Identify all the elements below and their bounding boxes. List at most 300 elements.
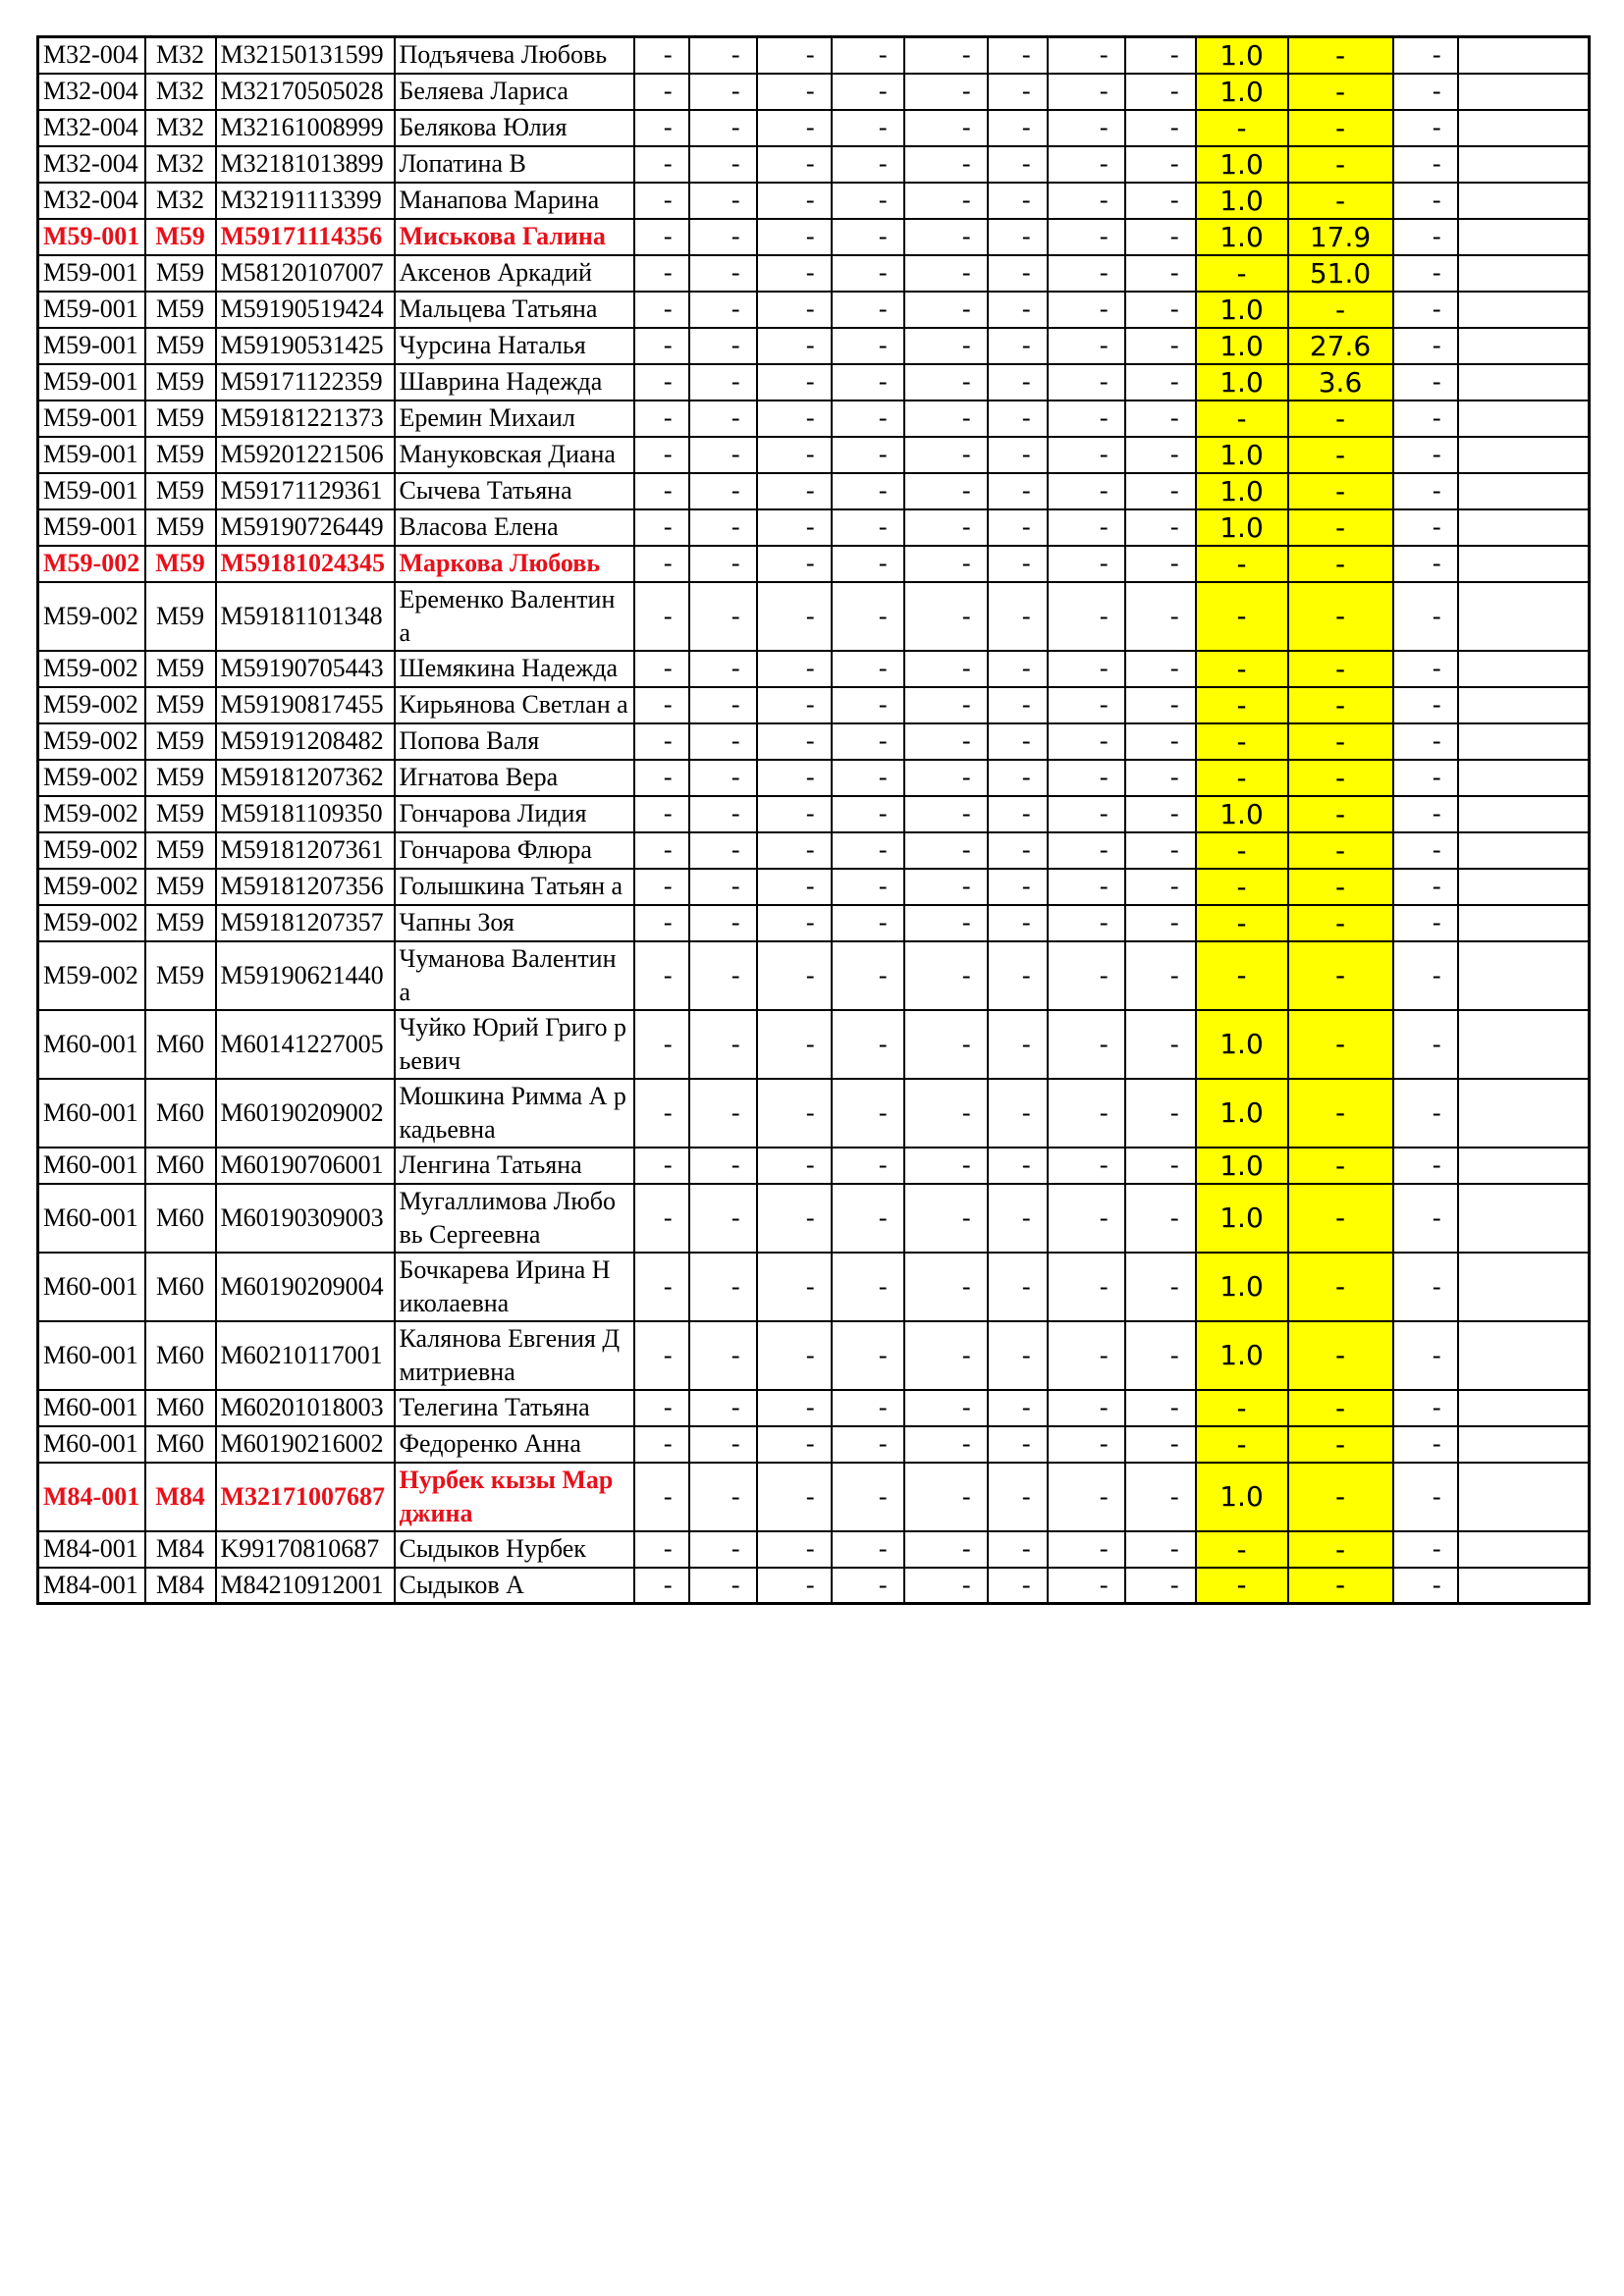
cell-col-8: - [832, 1184, 904, 1253]
cell-col-5: - [634, 1463, 689, 1531]
cell-col-6: - [689, 255, 757, 292]
row-id: M60190216002 [216, 1426, 395, 1463]
cell-col-5: - [634, 292, 689, 328]
cell-col-5: - [634, 1390, 689, 1426]
cell-col-10: - [988, 1463, 1048, 1531]
row-name: Гончарова Флюра [395, 832, 634, 869]
cell-col-7: - [757, 869, 832, 905]
cell-col-10: - [988, 509, 1048, 546]
cell-col-12: - [1125, 1568, 1196, 1604]
cell-value-b: - [1288, 687, 1393, 723]
row-id: M59171122359 [216, 364, 395, 400]
cell-col-9: - [904, 723, 988, 760]
cell-col-8: - [832, 74, 904, 110]
row-code: M59-002 [38, 546, 145, 582]
table-row [38, 869, 1590, 905]
cell-col-7: - [757, 364, 832, 400]
cell-col-16 [1458, 869, 1590, 905]
cell-col-12: - [1125, 473, 1196, 509]
cell-value-b: - [1288, 1184, 1393, 1253]
row-id: M59181221373 [216, 400, 395, 437]
cell-col-7: - [757, 37, 832, 74]
cell-col-10: - [988, 1426, 1048, 1463]
row-name: Калянова Евгения Дмитриевна [395, 1321, 634, 1390]
row-code: M59-001 [38, 400, 145, 437]
cell-col-11: - [1048, 582, 1125, 651]
cell-col-12: - [1125, 1148, 1196, 1184]
cell-col-9: - [904, 1531, 988, 1568]
cell-col-8: - [832, 1390, 904, 1426]
row-id: M84210912001 [216, 1568, 395, 1604]
cell-value-b: - [1288, 292, 1393, 328]
row-group: M32 [145, 74, 216, 110]
cell-col-5: - [634, 869, 689, 905]
row-name: Бочкарева Ирина Н иколаевна [395, 1253, 634, 1321]
row-code: M59-001 [38, 255, 145, 292]
cell-value-b: - [1288, 546, 1393, 582]
cell-col-5: - [634, 760, 689, 796]
cell-value-a: 1.0 [1196, 1463, 1288, 1531]
cell-col-15: - [1393, 869, 1458, 905]
cell-col-5: - [634, 1531, 689, 1568]
cell-col-6: - [689, 364, 757, 400]
table-row [38, 74, 1590, 110]
cell-col-16 [1458, 1568, 1590, 1604]
row-name: Попова Валя [395, 723, 634, 760]
cell-col-11: - [1048, 832, 1125, 869]
cell-col-8: - [832, 146, 904, 183]
table-row [38, 437, 1590, 473]
cell-col-16 [1458, 146, 1590, 183]
cell-col-9: - [904, 1010, 988, 1079]
cell-col-6: - [689, 905, 757, 941]
table-row [38, 364, 1590, 400]
row-id: M58120107007 [216, 255, 395, 292]
cell-col-16 [1458, 1079, 1590, 1148]
cell-col-15: - [1393, 255, 1458, 292]
cell-col-5: - [634, 1426, 689, 1463]
row-code: M32-004 [38, 74, 145, 110]
cell-col-6: - [689, 1531, 757, 1568]
cell-col-10: - [988, 723, 1048, 760]
cell-value-b: - [1288, 437, 1393, 473]
table-row [38, 1426, 1590, 1463]
cell-col-7: - [757, 400, 832, 437]
cell-col-9: - [904, 328, 988, 364]
row-group: M60 [145, 1079, 216, 1148]
row-id: M60190209002 [216, 1079, 395, 1148]
table-row [38, 110, 1590, 146]
row-group: M59 [145, 760, 216, 796]
cell-col-15: - [1393, 473, 1458, 509]
cell-col-12: - [1125, 1531, 1196, 1568]
cell-col-5: - [634, 1148, 689, 1184]
table-row [38, 1390, 1590, 1426]
cell-col-7: - [757, 651, 832, 687]
row-name: Еремин Михаил [395, 400, 634, 437]
table-row [38, 1184, 1590, 1253]
cell-col-9: - [904, 1390, 988, 1426]
cell-value-a: - [1196, 255, 1288, 292]
cell-col-8: - [832, 1253, 904, 1321]
cell-col-15: - [1393, 760, 1458, 796]
cell-col-5: - [634, 1568, 689, 1604]
cell-col-11: - [1048, 687, 1125, 723]
cell-col-9: - [904, 255, 988, 292]
cell-value-b: - [1288, 582, 1393, 651]
cell-col-16 [1458, 723, 1590, 760]
cell-col-11: - [1048, 1463, 1125, 1531]
cell-value-a: - [1196, 1531, 1288, 1568]
cell-col-8: - [832, 1426, 904, 1463]
row-code: M60-001 [38, 1148, 145, 1184]
row-id: M59171114356 [216, 219, 395, 255]
cell-col-12: - [1125, 1010, 1196, 1079]
row-code: M59-001 [38, 473, 145, 509]
row-name: Федоренко Анна [395, 1426, 634, 1463]
row-name: Мальцева Татьяна [395, 292, 634, 328]
cell-value-a: 1.0 [1196, 146, 1288, 183]
row-code: M59-002 [38, 760, 145, 796]
cell-col-11: - [1048, 869, 1125, 905]
row-code: M59-002 [38, 905, 145, 941]
cell-col-11: - [1048, 183, 1125, 219]
cell-value-a: - [1196, 582, 1288, 651]
cell-value-b: - [1288, 1253, 1393, 1321]
row-code: M60-001 [38, 1184, 145, 1253]
cell-col-9: - [904, 546, 988, 582]
cell-col-7: - [757, 437, 832, 473]
cell-col-6: - [689, 1148, 757, 1184]
cell-col-12: - [1125, 760, 1196, 796]
row-id: M32181013899 [216, 146, 395, 183]
cell-col-15: - [1393, 364, 1458, 400]
cell-col-11: - [1048, 1390, 1125, 1426]
cell-col-11: - [1048, 1531, 1125, 1568]
cell-col-8: - [832, 473, 904, 509]
cell-col-10: - [988, 74, 1048, 110]
cell-col-9: - [904, 146, 988, 183]
cell-col-12: - [1125, 183, 1196, 219]
cell-col-12: - [1125, 905, 1196, 941]
cell-col-10: - [988, 1390, 1048, 1426]
cell-col-15: - [1393, 582, 1458, 651]
cell-col-10: - [988, 473, 1048, 509]
cell-col-8: - [832, 1148, 904, 1184]
cell-col-8: - [832, 832, 904, 869]
cell-col-8: - [832, 723, 904, 760]
cell-col-15: - [1393, 400, 1458, 437]
cell-col-16 [1458, 400, 1590, 437]
cell-col-8: - [832, 869, 904, 905]
cell-col-10: - [988, 400, 1048, 437]
cell-col-5: - [634, 328, 689, 364]
row-code: M59-002 [38, 651, 145, 687]
cell-col-6: - [689, 110, 757, 146]
cell-col-8: - [832, 905, 904, 941]
table-row [38, 796, 1590, 832]
row-code: M59-002 [38, 832, 145, 869]
cell-col-15: - [1393, 905, 1458, 941]
cell-col-15: - [1393, 110, 1458, 146]
row-code: M59-001 [38, 364, 145, 400]
cell-col-12: - [1125, 796, 1196, 832]
cell-col-7: - [757, 1184, 832, 1253]
table-row [38, 760, 1590, 796]
cell-col-9: - [904, 1321, 988, 1390]
row-name: Маркова Любовь [395, 546, 634, 582]
cell-col-11: - [1048, 1321, 1125, 1390]
cell-value-b: - [1288, 74, 1393, 110]
table-row [38, 723, 1590, 760]
cell-col-12: - [1125, 328, 1196, 364]
cell-col-7: - [757, 328, 832, 364]
cell-col-12: - [1125, 1321, 1196, 1390]
cell-col-16 [1458, 255, 1590, 292]
cell-col-10: - [988, 796, 1048, 832]
cell-col-6: - [689, 582, 757, 651]
cell-col-7: - [757, 1463, 832, 1531]
cell-col-5: - [634, 651, 689, 687]
cell-value-b: - [1288, 651, 1393, 687]
row-name: Белякова Юлия [395, 110, 634, 146]
row-group: M60 [145, 1184, 216, 1253]
cell-col-9: - [904, 687, 988, 723]
cell-col-16 [1458, 651, 1590, 687]
cell-value-b: - [1288, 869, 1393, 905]
row-id: M60190209004 [216, 1253, 395, 1321]
cell-col-6: - [689, 473, 757, 509]
row-name: Мугаллимова Любо вь Сергеевна [395, 1184, 634, 1253]
table-row [38, 219, 1590, 255]
cell-value-a: 1.0 [1196, 74, 1288, 110]
cell-col-6: - [689, 546, 757, 582]
row-id: M59171129361 [216, 473, 395, 509]
table-row [38, 687, 1590, 723]
cell-col-5: - [634, 905, 689, 941]
row-name: Ленгина Татьяна [395, 1148, 634, 1184]
row-id: M59191208482 [216, 723, 395, 760]
cell-col-10: - [988, 941, 1048, 1010]
cell-col-12: - [1125, 1184, 1196, 1253]
cell-col-7: - [757, 832, 832, 869]
cell-col-8: - [832, 183, 904, 219]
cell-col-15: - [1393, 687, 1458, 723]
cell-col-9: - [904, 292, 988, 328]
cell-col-16 [1458, 1426, 1590, 1463]
cell-col-11: - [1048, 1426, 1125, 1463]
cell-value-b: 51.0 [1288, 255, 1393, 292]
cell-col-15: - [1393, 509, 1458, 546]
cell-col-5: - [634, 473, 689, 509]
cell-col-9: - [904, 1568, 988, 1604]
table-row [38, 1531, 1590, 1568]
row-code: M59-001 [38, 437, 145, 473]
cell-value-a: - [1196, 546, 1288, 582]
row-code: M59-001 [38, 509, 145, 546]
table-row [38, 651, 1590, 687]
cell-value-b: - [1288, 1426, 1393, 1463]
cell-col-12: - [1125, 437, 1196, 473]
cell-col-8: - [832, 582, 904, 651]
row-name: Еременко Валентин а [395, 582, 634, 651]
cell-col-15: - [1393, 183, 1458, 219]
cell-col-10: - [988, 37, 1048, 74]
cell-col-9: - [904, 1426, 988, 1463]
cell-col-7: - [757, 1010, 832, 1079]
cell-col-16 [1458, 1010, 1590, 1079]
row-name: Лопатина В [395, 146, 634, 183]
row-name: Голышкина Татьян а [395, 869, 634, 905]
row-id: M32150131599 [216, 37, 395, 74]
cell-col-8: - [832, 37, 904, 74]
cell-col-7: - [757, 146, 832, 183]
cell-col-9: - [904, 219, 988, 255]
cell-col-15: - [1393, 328, 1458, 364]
row-name: Миськова Галина [395, 219, 634, 255]
cell-col-12: - [1125, 1426, 1196, 1463]
cell-col-5: - [634, 687, 689, 723]
cell-col-12: - [1125, 582, 1196, 651]
row-name: Шаврина Надежда [395, 364, 634, 400]
row-name: Чуманова Валентин а [395, 941, 634, 1010]
table-row [38, 905, 1590, 941]
cell-value-b: - [1288, 905, 1393, 941]
cell-col-10: - [988, 255, 1048, 292]
cell-col-16 [1458, 796, 1590, 832]
cell-col-12: - [1125, 292, 1196, 328]
cell-col-6: - [689, 292, 757, 328]
cell-col-10: - [988, 760, 1048, 796]
cell-col-11: - [1048, 219, 1125, 255]
row-code: M32-004 [38, 183, 145, 219]
cell-col-5: - [634, 400, 689, 437]
cell-col-9: - [904, 364, 988, 400]
row-name: Игнатова Вера [395, 760, 634, 796]
cell-col-15: - [1393, 546, 1458, 582]
cell-col-15: - [1393, 1079, 1458, 1148]
table-row [38, 1568, 1590, 1604]
table-row [38, 400, 1590, 437]
row-name: Нурбек кызы Мар джина [395, 1463, 634, 1531]
cell-value-b: - [1288, 1531, 1393, 1568]
cell-col-6: - [689, 1426, 757, 1463]
cell-col-11: - [1048, 1568, 1125, 1604]
row-name: Сыдыков Нурбек [395, 1531, 634, 1568]
cell-value-b: - [1288, 1321, 1393, 1390]
cell-value-a: 1.0 [1196, 183, 1288, 219]
cell-col-7: - [757, 509, 832, 546]
row-name: Чурсина Наталья [395, 328, 634, 364]
cell-col-15: - [1393, 832, 1458, 869]
row-group: M32 [145, 146, 216, 183]
row-name: Подъячева Любовь [395, 37, 634, 74]
row-group: M59 [145, 292, 216, 328]
cell-col-10: - [988, 869, 1048, 905]
cell-value-a: - [1196, 723, 1288, 760]
row-group: M59 [145, 832, 216, 869]
cell-col-8: - [832, 400, 904, 437]
row-group: M84 [145, 1463, 216, 1531]
cell-col-10: - [988, 328, 1048, 364]
cell-col-6: - [689, 400, 757, 437]
cell-col-10: - [988, 1184, 1048, 1253]
cell-col-7: - [757, 74, 832, 110]
cell-value-a: - [1196, 110, 1288, 146]
cell-col-12: - [1125, 832, 1196, 869]
row-code: M59-002 [38, 582, 145, 651]
row-group: M60 [145, 1390, 216, 1426]
cell-col-11: - [1048, 723, 1125, 760]
cell-value-b: 17.9 [1288, 219, 1393, 255]
cell-col-9: - [904, 760, 988, 796]
table-row [38, 183, 1590, 219]
cell-col-11: - [1048, 1253, 1125, 1321]
cell-col-16 [1458, 1390, 1590, 1426]
cell-col-5: - [634, 255, 689, 292]
row-code: M60-001 [38, 1426, 145, 1463]
cell-value-a: 1.0 [1196, 796, 1288, 832]
cell-col-15: - [1393, 1531, 1458, 1568]
cell-col-12: - [1125, 255, 1196, 292]
row-group: M59 [145, 651, 216, 687]
row-group: M84 [145, 1568, 216, 1604]
row-id: M59181024345 [216, 546, 395, 582]
cell-col-11: - [1048, 760, 1125, 796]
row-group: M59 [145, 509, 216, 546]
cell-col-7: - [757, 582, 832, 651]
cell-col-9: - [904, 74, 988, 110]
row-id: M59190531425 [216, 328, 395, 364]
cell-col-6: - [689, 219, 757, 255]
cell-col-5: - [634, 437, 689, 473]
cell-col-6: - [689, 146, 757, 183]
cell-col-6: - [689, 687, 757, 723]
cell-col-9: - [904, 509, 988, 546]
table-row [38, 1148, 1590, 1184]
table-row [38, 255, 1590, 292]
cell-col-7: - [757, 1148, 832, 1184]
cell-value-b: - [1288, 760, 1393, 796]
cell-col-10: - [988, 146, 1048, 183]
cell-col-5: - [634, 832, 689, 869]
cell-col-11: - [1048, 1079, 1125, 1148]
cell-col-7: - [757, 796, 832, 832]
cell-col-15: - [1393, 1463, 1458, 1531]
cell-col-10: - [988, 1321, 1048, 1390]
cell-col-6: - [689, 1568, 757, 1604]
cell-col-16 [1458, 832, 1590, 869]
row-group: M59 [145, 796, 216, 832]
row-group: M59 [145, 582, 216, 651]
cell-value-a: 1.0 [1196, 1184, 1288, 1253]
cell-value-b: - [1288, 1148, 1393, 1184]
row-code: M59-001 [38, 328, 145, 364]
cell-col-9: - [904, 473, 988, 509]
table-row [38, 1079, 1590, 1148]
cell-value-b: - [1288, 1463, 1393, 1531]
cell-col-8: - [832, 437, 904, 473]
cell-col-8: - [832, 1568, 904, 1604]
cell-col-6: - [689, 37, 757, 74]
row-id: M59181101348 [216, 582, 395, 651]
cell-value-a: - [1196, 400, 1288, 437]
row-name: Гончарова Лидия [395, 796, 634, 832]
cell-col-12: - [1125, 74, 1196, 110]
cell-value-a: 1.0 [1196, 509, 1288, 546]
cell-col-12: - [1125, 509, 1196, 546]
row-id: M60201018003 [216, 1390, 395, 1426]
